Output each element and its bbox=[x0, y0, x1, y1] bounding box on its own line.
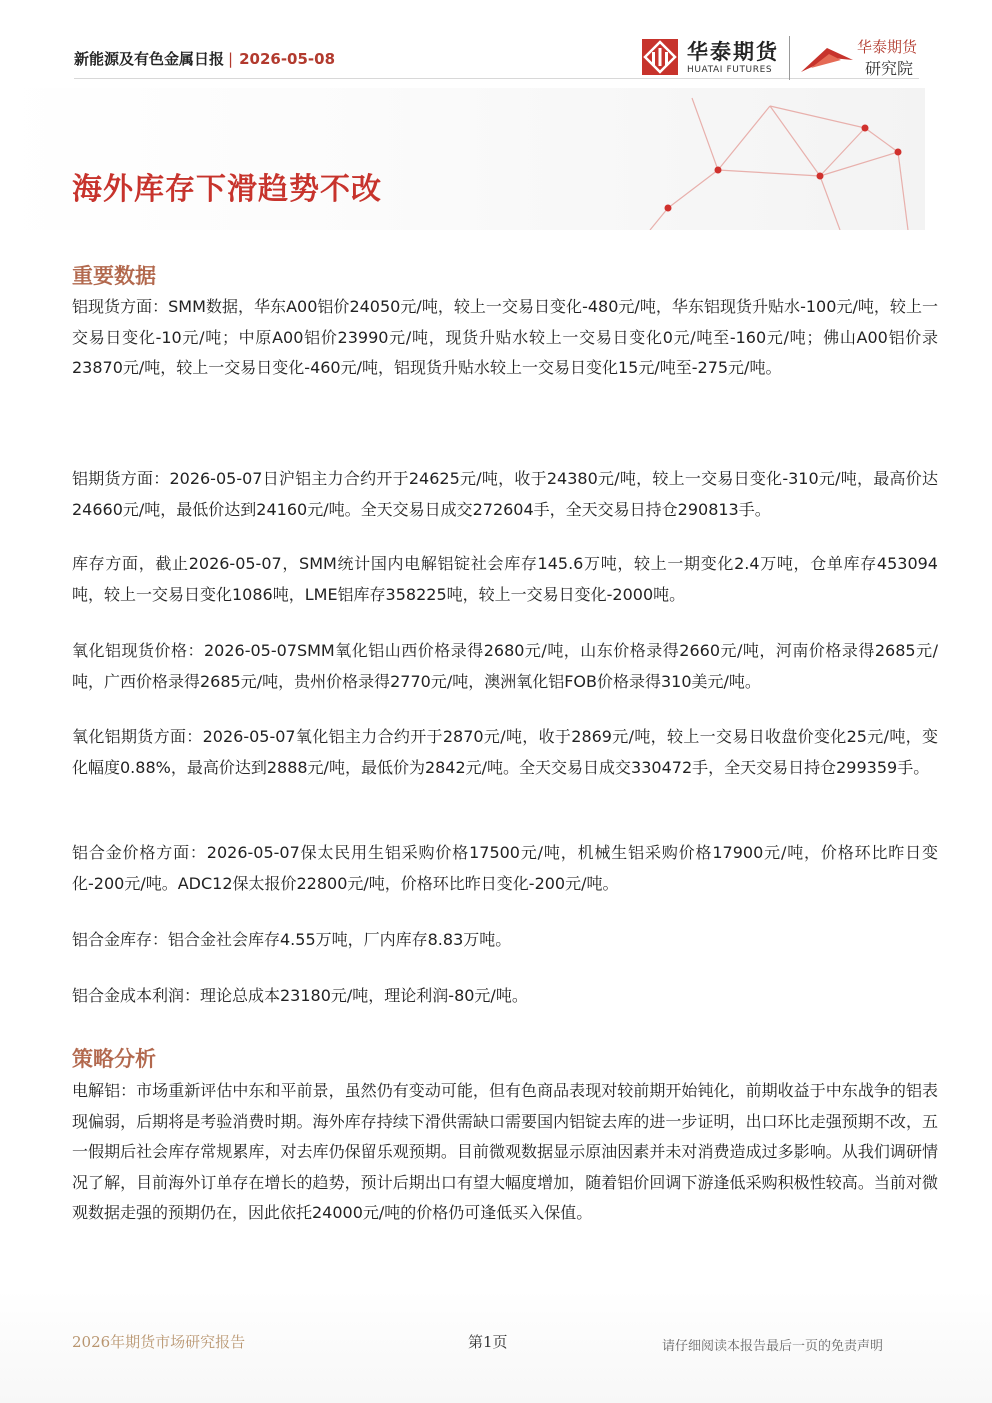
paragraph-alloy-cost-profit: 铝合金成本利润：理论总成本23180元/吨，理论利润-80元/吨。 bbox=[72, 986, 528, 1005]
paragraph-alloy-price: 铝合金价格方面：2026-05-07保太民用生铝采购价格17500元/吨，机械生铝采购价格17900元/吨，价格环比昨日变化-200元/吨。ADC12保太报价22800元/吨，价格环比昨日变化-200元/吨。 bbox=[72, 843, 938, 893]
logo-chinese-name: 华泰期货 bbox=[687, 40, 779, 64]
paragraph-alloy-inventory: 铝合金库存：铝合金社会库存4.55万吨，厂内库存8.83万吨。 bbox=[72, 930, 512, 949]
footer-disclaimer-note: 请仔细阅读本报告最后一页的免责声明 bbox=[662, 1339, 884, 1354]
report-meta bbox=[74, 48, 335, 69]
section-heading-strategy: 策略分析 bbox=[72, 1047, 156, 1071]
paragraph-alumina-futures: 氧化铝期货方面：2026-05-07氧化铝主力合约开于2870元/吨，收于2869元/吨，较上一交易日收盘价变化25元/吨，变化幅度0.88%，最高价达到2888元/吨，最低价为2842元/吨。全天交易日成交330472手，全天交易日持仓299359手。 bbox=[72, 727, 938, 777]
logo-divider bbox=[789, 36, 790, 80]
huatai-mark-icon bbox=[641, 38, 679, 76]
report-name: 新能源及有色金属日报 bbox=[74, 50, 225, 68]
institute-name-line1: 华泰期货 bbox=[857, 38, 918, 56]
logo-english-name: HUATAI FUTURES bbox=[687, 65, 773, 75]
institute-swoosh-icon bbox=[797, 38, 857, 78]
company-logo bbox=[641, 34, 926, 86]
meta-separator: | bbox=[228, 50, 234, 68]
institute-name-line2: 研究院 bbox=[865, 59, 914, 78]
report-date: 2026-05-08 bbox=[239, 50, 336, 68]
network-graphic-icon bbox=[640, 88, 930, 230]
report-header bbox=[0, 0, 992, 230]
paragraph-alumina-spot: 氧化铝现货价格：2026-05-07SMM氧化铝山西价格录得2680元/吨，山东价格录得2660元/吨，河南价格录得2685元/吨，广西价格录得2685元/吨，贵州价格录得2770元/吨，澳洲氧化铝FOB价格录得310美元/吨。 bbox=[72, 641, 938, 691]
paragraph-inventory: 库存方面，截止2026-05-07，SMM统计国内电解铝锭社会库存145.6万吨，较上一期变化2.4万吨，仓单库存453094吨，较上一交易日变化1086吨，LME铝库存358225吨，较上一交易日变化-2000吨。 bbox=[72, 554, 938, 604]
paragraph-strategy-electrolytic-aluminum: 电解铝：市场重新评估中东和平前景，虽然仍有变动可能，但有色商品表现对较前期开始钝化，前期收益于中东战争的铝表现偏弱，后期将是考验消费时期。海外库存持续下滑供需缺口需要国内铝锭去库的进一步证明，出口环比走强预期不改，五一假期后社会库存常规累库，对去库仍保留乐观预期。目前微观数据显示原油因素并未对消费造成过多影响。从我们调研情况了解，目前海外订单存在增长的趋势，预计后期出口有望大幅度增加，随着铝价回调下游逢低采购积极性较高。当前对微观数据走强的预期仍在，因此依托24000元/吨的价格仍可逢低买入保值。 bbox=[72, 1081, 938, 1222]
footer-report-series: 2026年期货市场研究报告 bbox=[72, 1333, 246, 1351]
page-title: 海外库存下滑趋势不改 bbox=[72, 172, 382, 207]
paragraph-aluminum-futures: 铝期货方面：2026-05-07日沪铝主力合约开于24625元/吨，收于24380元/吨，较上一交易日变化-310元/吨，最高价达24660元/吨，最低价达到24160元/吨。全天交易日成交272604手，全天交易日持仓290813手。 bbox=[72, 469, 938, 519]
section-heading-key-data: 重要数据 bbox=[72, 264, 156, 288]
paragraph-aluminum-spot: 铝现货方面：SMM数据，华东A00铝价24050元/吨，较上一交易日变化-480元/吨，华东铝现货升贴水-100元/吨，较上一交易日变化-10元/吨；中原A00铝价23990元/吨，现货升贴水较上一交易日变化0元/吨至-160元/吨；佛山A00铝价录23870元/吨，较上一交易日变化-460元/吨，铝现货升贴水较上一交易日变化15元/吨至-275元/吨。 bbox=[72, 297, 938, 377]
footer-page-number: 第1页 bbox=[468, 1333, 508, 1351]
